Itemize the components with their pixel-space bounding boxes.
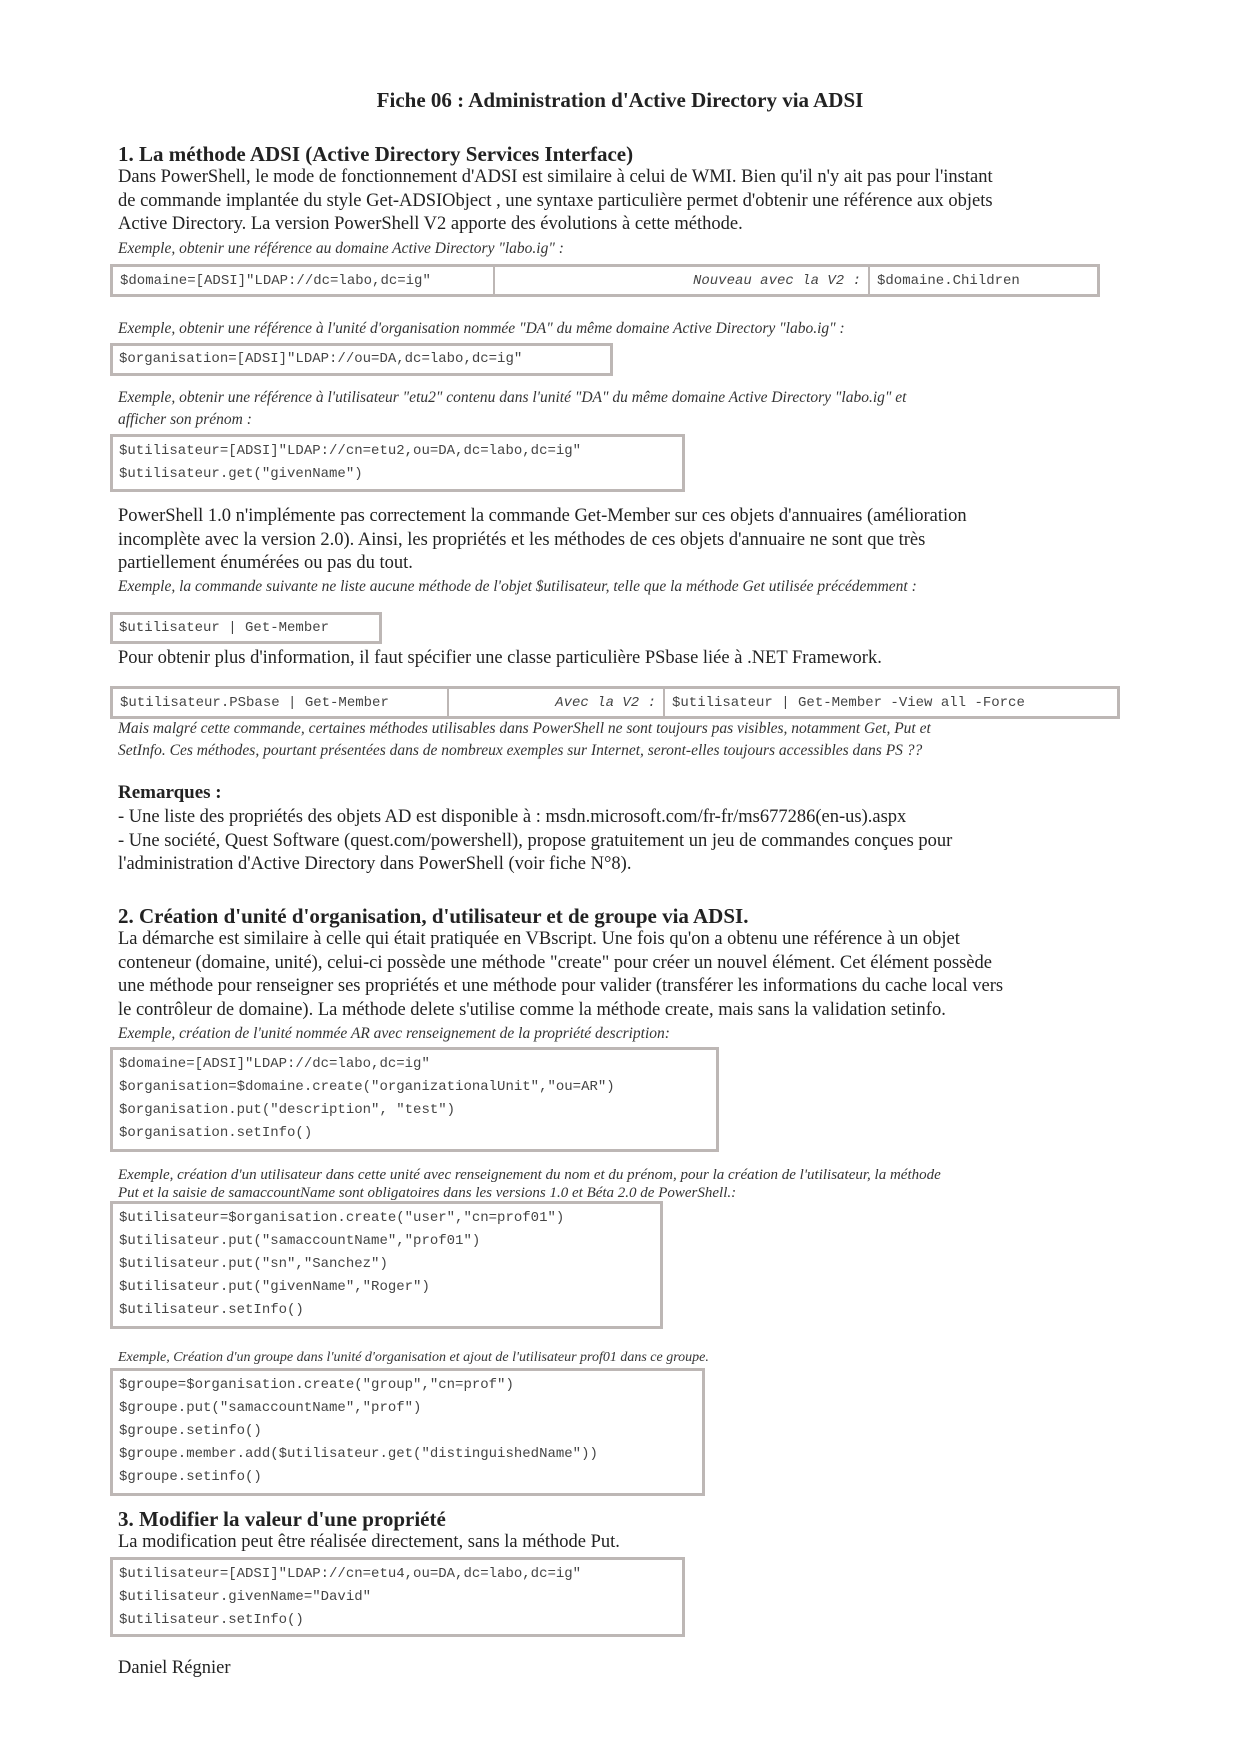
remark-item: - Une liste des propriétés des objets AD est disponible à : msdn.microsoft.com/fr-fr/ms677286(en-us).aspx [118,807,907,827]
code-line: $utilisateur.put("samaccountName","prof01") [119,1233,481,1249]
text-line: Active Directory. La version PowerShell V2 apporte des évolutions à cette méthode. [118,214,743,234]
code-cell-label: Avec la V2 : [448,688,664,718]
code-line: $domaine=[ADSI]"LDAP://dc=labo,dc=ig" [119,1056,430,1072]
code-cell: $utilisateur | Get-Member -View all -Force [664,688,1119,718]
code-cell: $domaine.Children [869,266,1099,296]
example-note [118,718,1128,762]
code-line: $groupe.setinfo() [119,1423,262,1439]
code-line: $utilisateur=[ADSI]"LDAP://cn=etu4,ou=DA,dc=labo,dc=ig" [119,1566,582,1582]
example-caption: Exemple, obtenir une référence au domaine Active Directory "labo.ig" : [118,240,564,257]
text-line: PowerShell 1.0 n'implémente pas correctement la commande Get-Member sur ces objets d'annuaires (amélioration [118,506,967,526]
code-table-psbase [110,686,1120,719]
section-3-heading: 3. Modifier la valeur d'une propriété [118,1507,446,1531]
code-block [110,612,382,644]
getmember-paragraph [118,505,1128,576]
code-line: $utilisateur.put("sn","Sanchez") [119,1256,388,1272]
example-caption [118,387,1128,431]
code-block [110,1368,705,1496]
code-line: $utilisateur.givenName="David" [119,1589,372,1605]
section-3-intro: La modification peut être réalisée directement, sans la méthode Put. [118,1532,620,1552]
text-line: Exemple, création d'un utilisateur dans cette unité avec renseignement du nom et du prénom, pour la création de l'utilisateur, la méthode [118,1167,941,1183]
code-line: $groupe.put("samaccountName","prof") [119,1400,422,1416]
text-line: Dans PowerShell, le mode de fonctionnement d'ADSI est similaire à celui de WMI. Bien qu'il n'y ait pas pour l'instant [118,167,993,187]
psbase-paragraph: Pour obtenir plus d'information, il faut spécifier une classe particulière PSbase liée à .NET Framework. [118,648,882,668]
code-cell: $utilisateur.PSbase | Get-Member [112,688,449,718]
text-line: une méthode pour renseigner ses propriétés et une méthode pour valider (transférer les informations du cache local vers [118,976,1004,996]
text-line: SetInfo. Ces méthodes, pourtant présentées dans de nombreux exemples sur Internet, seront-elles toujours accessibles dans PS ?? [118,742,923,759]
code-line: $organisation=[ADSI]"LDAP://ou=DA,dc=labo,dc=ig" [119,351,523,367]
code-line: $organisation=$domaine.create("organizationalUnit","ou=AR") [119,1079,615,1095]
code-line: $organisation.setInfo() [119,1125,313,1141]
code-block [110,1557,685,1637]
text-line: conteneur (domaine, unité), celui-ci possède une méthode "create" pour créer un nouvel élément. Cet élément possède [118,952,992,973]
code-line: $utilisateur.put("givenName","Roger") [119,1279,430,1295]
example-caption: Exemple, création de l'unité nommée AR avec renseignement de la propriété description: [118,1025,670,1042]
remark-item: l'administration d'Active Directory dans PowerShell (voir fiche N°8). [118,854,632,874]
text-line: partiellement énumérées ou pas du tout. [118,553,413,573]
code-line: $utilisateur.get("givenName") [119,466,363,482]
code-cell-label: Nouveau avec la V2 : [494,266,869,296]
code-block [110,343,613,376]
code-table-domain [110,264,1100,297]
section-2-heading: 2. Création d'unité d'organisation, d'utilisateur et de groupe via ADSI. [118,904,749,928]
code-line: $groupe.setinfo() [119,1469,262,1485]
remarks-heading: Remarques : [118,782,222,803]
code-block [110,434,685,492]
code-line: $groupe=$organisation.create("group","cn=prof") [119,1377,514,1393]
code-line: $utilisateur=[ADSI]"LDAP://cn=etu2,ou=DA,dc=labo,dc=ig" [119,443,582,459]
code-line: $groupe.member.add($utilisateur.get("distinguishedName")) [119,1446,598,1462]
code-line: $utilisateur.setInfo() [119,1302,304,1318]
text-line: Mais malgré cette commande, certaines méthodes utilisables dans PowerShell ne sont toujours pas visibles, notamment Get, Put et [118,720,931,737]
code-line: $utilisateur.setInfo() [119,1612,304,1628]
remarks-list [118,806,1128,877]
section-2-intro [118,928,1128,1022]
example-caption: Exemple, obtenir une référence à l'unité d'organisation nommée "DA" du même domaine Active Directory "labo.ig" : [118,320,845,337]
remark-item: - Une société, Quest Software (quest.com/powershell), propose gratuitement un jeu de commandes conçues pour [118,830,953,851]
text-line: Exemple, obtenir une référence à l'utilisateur "etu2" contenu dans l'unité "DA" du même domaine Active Directory "labo.ig" et [118,389,907,406]
page-title: Fiche 06 : Administration d'Active Directory via ADSI [376,88,864,112]
code-block [110,1047,719,1152]
text-line: Put et la saisie de samaccountName sont obligatoires dans les versions 1.0 et Béta 2.0 de PowerShell.: [118,1185,737,1201]
text-line: de commande implantée du style Get-ADSIObject , une syntaxe particulière permet d'obtenir une référence aux objets [118,190,993,211]
code-block [110,1201,663,1329]
author: Daniel Régnier [118,1658,231,1678]
text-line: afficher son prénom : [118,411,252,428]
example-caption [118,1166,1128,1202]
code-cell: $domaine=[ADSI]"LDAP://dc=labo,dc=ig" [112,266,495,296]
code-line: $utilisateur | Get-Member [119,620,330,636]
example-caption: Exemple, la commande suivante ne liste aucune méthode de l'objet $utilisateur, telle que la méthode Get utilisée précédemment : [118,578,917,595]
text-line: incomplète avec la version 2.0). Ainsi, les propriétés et les méthodes de ces objets d'annuaire ne sont que très [118,529,926,550]
text-line: le contrôleur de domaine). La méthode delete s'utilise comme la méthode create, mais sans la validation setinfo. [118,999,946,1020]
code-line: $organisation.put("description", "test") [119,1102,456,1118]
section-1-heading: 1. La méthode ADSI (Active Directory Services Interface) [118,142,634,166]
code-line: $utilisateur=$organisation.create("user","cn=prof01") [119,1210,565,1226]
section-1-intro [118,166,1128,237]
text-line: La démarche est similaire à celle qui était pratiquée en VBscript. Une fois qu'on a obtenu une référence à un objet [118,929,960,949]
example-caption: Exemple, Création d'un groupe dans l'unité d'organisation et ajout de l'utilisateur prof01 dans ce groupe. [118,1350,709,1365]
